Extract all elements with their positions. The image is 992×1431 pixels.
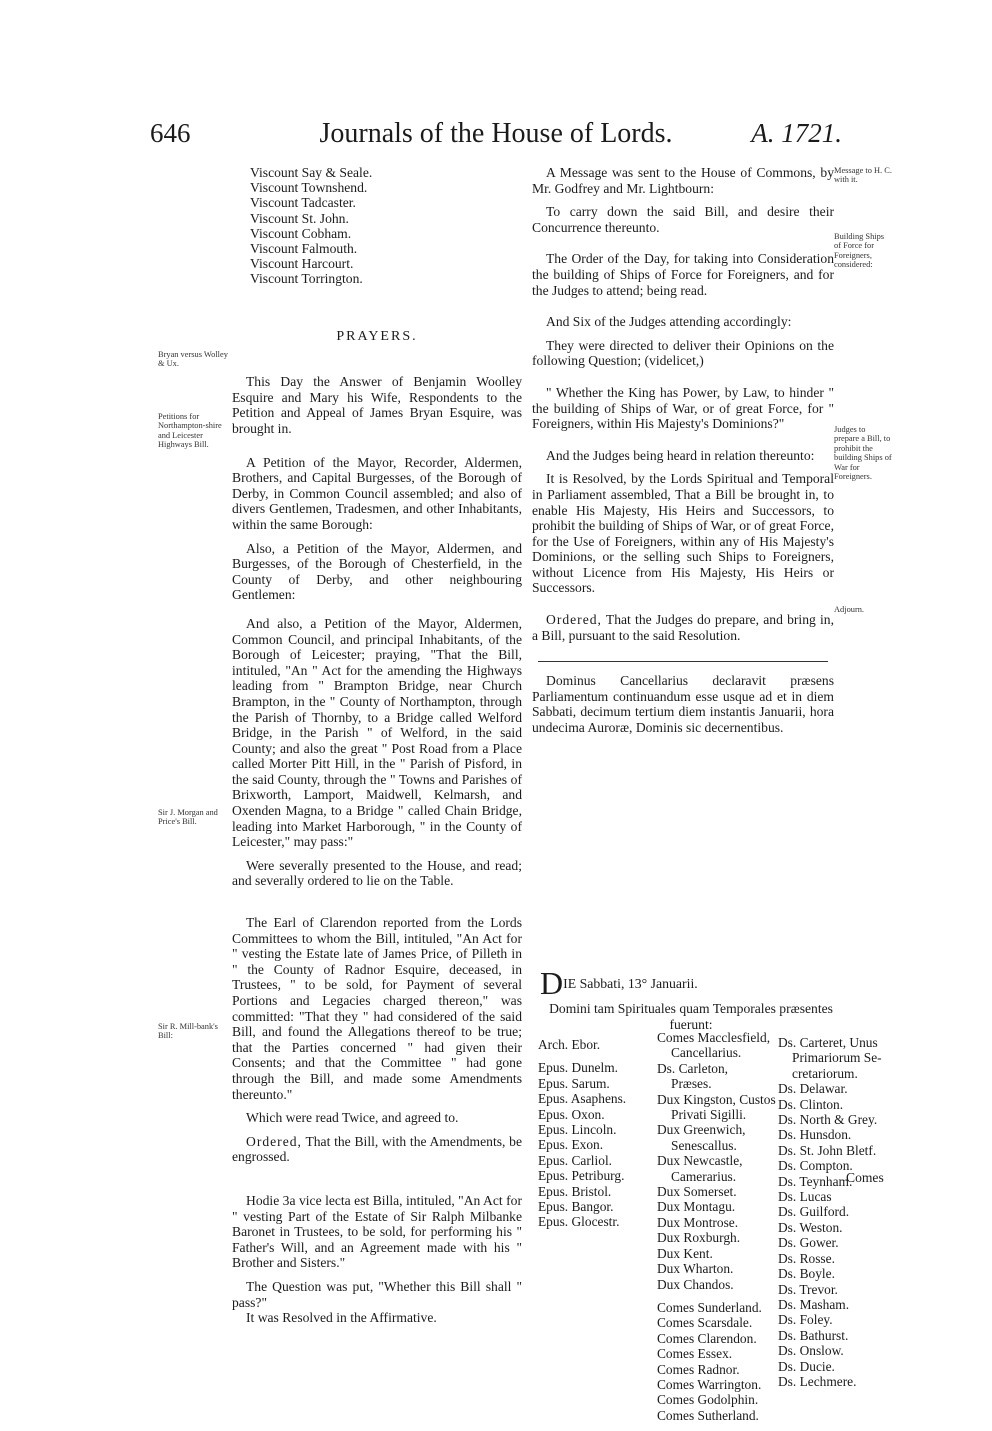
six-judges: And Six of the Judges attending accordingly: — [546, 314, 792, 330]
ordered-text: That the Judges do prepare, and bring in, a Bill, pursuant to the said Resolution. — [532, 612, 834, 643]
lord-entry: Dux Montrose. — [657, 1214, 739, 1230]
ordered-text: That the Bill, with the Amendments, be engrossed. — [232, 1133, 523, 1165]
lord-entry: Epus. Carliol. — [538, 1152, 613, 1168]
lord-entry: Epus. Bristol. — [538, 1183, 612, 1199]
lord-office: cretariorum. — [792, 1065, 858, 1081]
ordered-label: Ordered, — [246, 1133, 302, 1149]
lord-entry: Comes Sunderland. — [657, 1299, 762, 1315]
lord-entry: Ds. Lucas — [778, 1189, 832, 1205]
lord-entry: Dux Kingston, Custos — [657, 1091, 776, 1107]
lord-entry: Epus. Bangor. — [538, 1199, 614, 1215]
domini-present: Domini tam Spirituales quam Temporales præsentes fuerunt: — [549, 1001, 833, 1032]
viscount-entry: Viscount St. John. — [250, 210, 349, 226]
lord-entry: Ds. Boyle. — [778, 1266, 835, 1282]
lord-office: Primariorum Se- — [792, 1050, 882, 1066]
journal-title: Journals of the House of Lords. — [319, 118, 673, 149]
lord-entry: Arch. Ebor. — [538, 1037, 601, 1052]
lords-temporal-list — [657, 1030, 777, 1423]
lords-spiritual-list — [538, 1037, 658, 1230]
adjournment-paragraph: Dominus Cancellarius declaravit præsens Parliamentum continuandum esse usque ad et in diem Sabbati, decimum tertium diem instantis Januarii, hora undecima Auroræ, Dominis sic decernentibus. — [532, 673, 834, 736]
year: A. 1721. — [751, 118, 842, 148]
chesterfield-petition: Also, a Petition of the Mayor, Aldermen, and Burgesses, of the Borough of Chesterfield, in the County of Derby, and other neighbouring Gentlemen: — [232, 540, 522, 603]
lord-office: Privati Sigilli. — [671, 1107, 747, 1123]
derby-petition: A Petition of the Mayor, Recorder, Aldermen, Brothers, and Capital Burgesses, of the Borough of Derby, in Common Council assembled; and also of divers Gentlemen, Tradesmen, and other Inhabitants, within the same Borough: — [232, 454, 522, 532]
lord-entry: Ds. Weston. — [778, 1219, 843, 1235]
lord-entry: Dux Somerset. — [657, 1184, 737, 1200]
lord-office: Camerarius. — [671, 1168, 737, 1184]
lord-entry: Epus. Dunelm. — [538, 1060, 618, 1076]
prayers-heading: PRAYERS. — [336, 328, 418, 344]
margin-note-bryan: Bryan versus Wolley & Ux. — [158, 350, 228, 369]
lord-entry: Ds. Delawar. — [778, 1081, 848, 1097]
lord-entry: Ds. Foley. — [778, 1312, 833, 1328]
right-column — [532, 165, 834, 736]
order-of-day: The Order of the Day, for taking into Consideration the building of Ships of Force for Foreigners, and for the Judges to attend; being read. — [532, 251, 834, 298]
viscount-entry: Viscount Townshend. — [250, 180, 368, 196]
lord-entry: Ds. Trevor. — [778, 1281, 838, 1297]
drop-cap: D — [540, 965, 564, 1001]
lord-office: Cancellarius. — [671, 1045, 742, 1061]
list-gap — [657, 1292, 777, 1300]
lord-entry: Ds. Onslow. — [778, 1343, 844, 1359]
left-column — [232, 165, 522, 1326]
margin-note-millbank: Sir R. Mill-bank's Bill: — [158, 1022, 218, 1041]
lord-entry: Ds. Gower. — [778, 1235, 839, 1251]
lord-entry: Comes Sutherland. — [657, 1407, 759, 1423]
lord-entry: Ds. Carteret, Unus — [778, 1035, 878, 1050]
margin-note-adjourn: Adjourn. — [834, 605, 865, 614]
lord-entry: Epus. Petriburg. — [538, 1168, 625, 1184]
viscount-entry: Viscount Tadcaster. — [250, 195, 356, 211]
lord-entry: Epus. Lincoln. — [538, 1122, 617, 1138]
lord-entry: Dux Chandos. — [657, 1276, 734, 1292]
ordered-engrossed — [232, 1134, 522, 1165]
clarendon-report: The Earl of Clarendon reported from the Lords Committees to whom the Bill, intituled, "An Act for " vesting the Estate late of James Price, of Pilleth in " the County of Radnor Esquire, deceased, in Trustees, " to be sold, for Payment of several Portions and Legacies charged thereon," was committed: "That they " had considered of the said Bill, and found the Allegations thereof to be true; that the Parties concerned " had given their Consents; and that the Committee " had gone through the Bill, and made some Amendments thereunto." — [232, 915, 522, 1102]
margin-note-message: Message to H. C. with it. — [834, 166, 892, 185]
lord-entry: Ds. Ducie. — [778, 1358, 835, 1374]
resolved-affirmative: It was Resolved in the Affirmative. — [246, 1310, 437, 1326]
viscount-entry: Viscount Say & Seale. — [250, 165, 373, 180]
directed-paragraph: They were directed to deliver their Opinions on the following Question; (videlicet,) — [532, 337, 834, 369]
lord-entry: Comes Macclesfield, — [657, 1030, 771, 1045]
lord-entry: Comes Clarendon. — [657, 1330, 757, 1346]
lord-entry: Dux Roxburgh. — [657, 1230, 741, 1246]
lord-office: Senescallus. — [671, 1137, 737, 1153]
ordered-judges — [532, 612, 834, 643]
lord-entry: Comes Warrington. — [657, 1376, 762, 1392]
lord-entry: Ds. Clinton. — [778, 1096, 844, 1112]
viscount-entry: Viscount Cobham. — [250, 225, 352, 241]
lord-entry: Ds. North & Grey. — [778, 1112, 878, 1128]
lord-entry: Epus. Glocestr. — [538, 1214, 620, 1230]
message-paragraph: A Message was sent to the House of Commons, by Mr. Godfrey and Mr. Lightbourn: — [532, 165, 834, 196]
list-gap — [538, 1052, 658, 1060]
section-divider — [538, 661, 828, 662]
lord-entry: Epus. Oxon. — [538, 1106, 605, 1122]
lord-entry: Ds. Hunsdon. — [778, 1127, 852, 1143]
margin-note-morgan: Sir J. Morgan and Price's Bill. — [158, 808, 218, 827]
viscount-list — [250, 165, 522, 287]
question-paragraph: The Question was put, "Whether this Bill shall " pass?" — [232, 1278, 522, 1310]
read-twice: Which were read Twice, and agreed to. — [246, 1110, 459, 1126]
page-header — [150, 118, 842, 154]
lord-entry: Ds. Lechmere. — [778, 1373, 857, 1389]
lord-entry: Dux Montagu. — [657, 1199, 736, 1215]
bryan-paragraph: This Day the Answer of Benjamin Woolley Esquire and Mary his Wife, Respondents to the Petition and Appeal of James Bryan Esquire, was brought in. — [232, 374, 522, 436]
margin-note-building: Building Ships of Force for Foreigners, considered: — [834, 232, 885, 270]
leicester-petition: And also, a Petition of the Mayor, Aldermen, Common Council, and principal Inhabitants, of the Borough of Leicester; praying, "That the Bill, intituled, "An " Act for the amending the Highways leading from " Brampton Bridge, near Church Brampton, in the " County of Northampton, through the Parish of Thornby, to a Bridge called Welford Bridge, in the Parish " of Welford, in the said County; and also the great " Post Road from a Place called Morter Pitt Hill, in the " Parish of Pisford, in the said County, through the " Towns and Parishes of Brixworth, Lamport, Maidwell, Kelmarsh, and Oxenden Magna, to a Bridge " called Chain Bridge, leading into Market Harborough, " in the County of Leicester," may pass:" — [232, 615, 522, 850]
viscount-entry: Viscount Harcourt. — [250, 256, 354, 272]
lord-entry: Epus. Exon. — [538, 1137, 604, 1153]
lord-entry: Epus. Asaphens. — [538, 1091, 627, 1107]
presented-paragraph: Were severally presented to the House, and read; and severally ordered to lie on the Table. — [232, 857, 522, 889]
lords-barons-list — [778, 1035, 888, 1389]
lord-entry: Epus. Sarum. — [538, 1075, 610, 1091]
lord-entry: Comes Essex. — [657, 1346, 733, 1362]
lord-office: Præses. — [671, 1076, 712, 1092]
viscount-entry: Viscount Falmouth. — [250, 241, 358, 257]
lord-entry: Dux Wharton. — [657, 1261, 734, 1277]
catchword: Comes — [846, 1170, 884, 1185]
judges-heard: And the Judges being heard in relation thereunto: — [546, 447, 815, 463]
resolution-paragraph: It is Resolved, by the Lords Spiritual and Temporal in Parliament assembled, That a Bill be brought in, to enable His Majesty, His Heirs and Successors, to prohibit the building of Ships of War, or of great Force, for the Use of Foreigners, within any of His Majesty's Dominions, or the selling such Ships to Foreigners, without Licence from His Majesty, His Heirs or Successors. — [532, 471, 834, 596]
lord-entry: Ds. Rosse. — [778, 1250, 835, 1266]
date-heading — [540, 965, 698, 1001]
viscount-entry: Viscount Torrington. — [250, 271, 363, 287]
question-quote: " Whether the King has Power, by Law, to hinder " the building of Ships of War, or of great Force, for " Foreigners, within His Majesty's Dominions?" — [532, 384, 834, 432]
lord-entry: Comes Radnor. — [657, 1361, 740, 1377]
lord-entry: Ds. Bathurst. — [778, 1327, 849, 1343]
carry-paragraph: To carry down the said Bill, and desire their Concurrence thereunto. — [532, 204, 834, 235]
hodie-paragraph: Hodie 3a vice lecta est Billa, intituled, "An Act for " vesting Part of the Estate of Sir Ralph Milbanke Baronet in Trustees, to be sold, for performing his " Father's Will, and an Agreement made with his " Brother and Sisters." — [232, 1192, 522, 1271]
margin-note-judges: Judges to prepare a Bill, to prohibit the building Ships of War for Foreigners. — [834, 425, 892, 482]
lord-entry: Ds. St. John Bletf. — [778, 1142, 877, 1158]
lord-entry: Ds. Teynham. — [778, 1173, 853, 1189]
lord-entry: Dux Newcastle, — [657, 1153, 743, 1169]
margin-note-petitions: Petitions for Northampton-shire and Leicester Highways Bill. — [158, 412, 222, 450]
lord-entry: Ds. Masham. — [778, 1296, 850, 1312]
page-number: 646 — [150, 118, 191, 148]
date-text: IE Sabbati, 13° Januarii. — [563, 976, 698, 991]
lord-entry: Dux Greenwich, — [657, 1122, 746, 1138]
ordered-label: Ordered, — [546, 612, 602, 628]
lord-entry: Comes Scarsdale. — [657, 1315, 753, 1331]
lord-entry: Ds. Carleton, — [657, 1060, 729, 1076]
lord-entry: Ds. Compton. — [778, 1158, 853, 1174]
lord-entry: Dux Kent. — [657, 1245, 713, 1261]
lord-entry: Ds. Guilford. — [778, 1204, 850, 1220]
lord-entry: Comes Godolphin. — [657, 1392, 759, 1408]
